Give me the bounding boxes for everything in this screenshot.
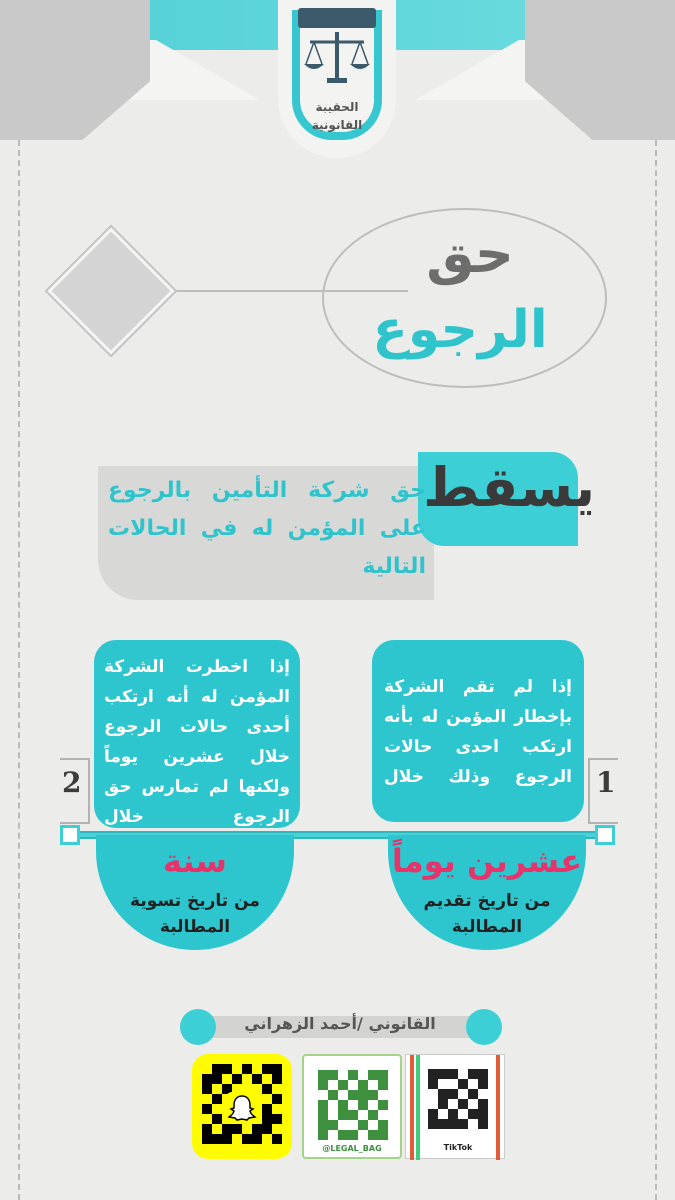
- logo-text-line2: القانونية: [311, 118, 363, 132]
- top-gray-corner-right: [525, 0, 675, 140]
- case-2-number: 2: [62, 766, 82, 799]
- intro-keyword: يسقط: [423, 456, 595, 519]
- case-2-period-from: من تاريخ تسوية المطالبة: [130, 891, 260, 937]
- qr-code-icon: [318, 1070, 388, 1140]
- instagram-qr-card[interactable]: [302, 1054, 402, 1159]
- connector-end-left: [60, 825, 80, 845]
- tiktok-icon: TikTok: [443, 1143, 473, 1152]
- case-2-text: إذا اخطرت الشركة المؤمن له أنه ارتكب أحدى حالات الرجوع خلال عشرين يوماً ولكنها لم تمارس حق الرجوع خلال: [104, 657, 290, 827]
- dashed-border-right: [655, 140, 657, 1200]
- brand-logo: [278, 0, 396, 158]
- author-name: القانوني /أحمد الزهراني: [244, 1014, 436, 1033]
- logo-text-line1: الحقيبة: [315, 100, 359, 114]
- dashed-border-left: [18, 140, 20, 1200]
- case-1-period: عشرين يوماً: [391, 842, 583, 880]
- author-dot-right: [466, 1009, 502, 1045]
- case-1-number: 1: [596, 766, 616, 799]
- snapchat-qr-card[interactable]: [192, 1054, 292, 1159]
- connector-end-right: [595, 825, 615, 845]
- diamond-decoration: [47, 227, 174, 354]
- stripe-decoration: [416, 1055, 420, 1160]
- case-1-text: إذا لم تقم الشركة بإخطار المؤمن له بأنه ارتكب احدى حالات الرجوع وذلك خلال: [384, 677, 572, 787]
- case-2-period: سنة: [163, 842, 227, 880]
- case-1-period-from: من تاريخ تقديم المطالبة: [423, 891, 551, 937]
- page-title-line1: حق: [426, 222, 514, 285]
- qr-code-icon: [428, 1069, 488, 1129]
- stripe-decoration: [496, 1055, 500, 1160]
- top-gray-corner-left: [0, 0, 150, 140]
- qr-caption-handle: @LEGAL_BAG: [322, 1144, 382, 1153]
- snapchat-ghost-icon: [226, 1092, 258, 1124]
- clipboard-clip-icon: [298, 8, 376, 28]
- page-title-line2: الرجوع: [372, 300, 548, 360]
- scales-of-justice-icon: [302, 30, 372, 90]
- tiktok-qr-card[interactable]: [405, 1054, 505, 1159]
- stripe-decoration: [410, 1055, 414, 1160]
- intro-text: حق شركة التأمين بالرجوع على المؤمن له في الحالات التالية: [108, 478, 426, 579]
